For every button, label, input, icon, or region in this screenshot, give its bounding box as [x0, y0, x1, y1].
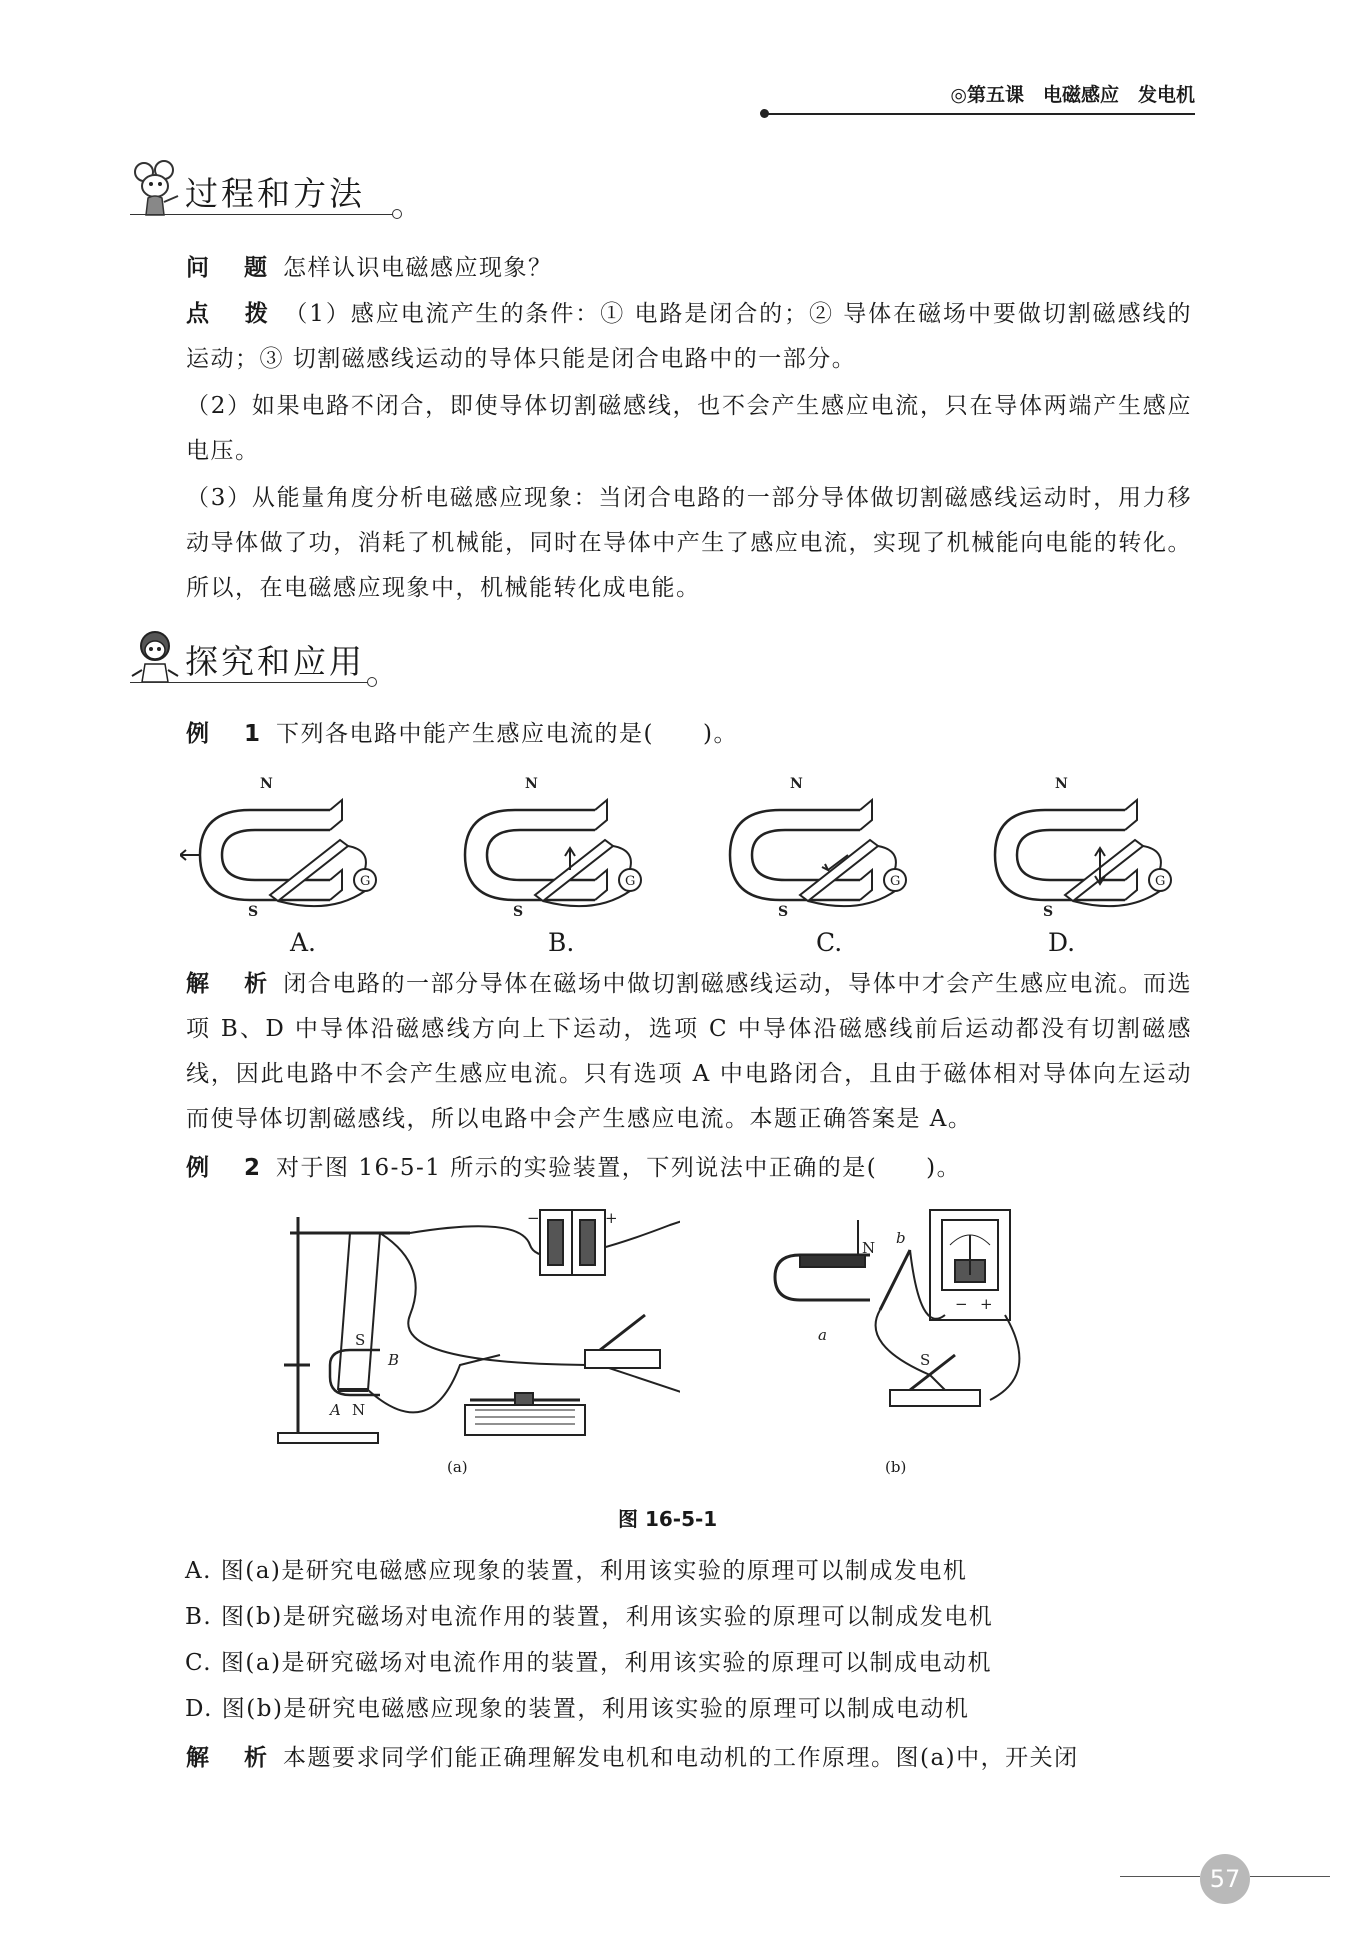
mouse-mascot-icon: [130, 160, 186, 222]
example2-text: 对于图 16-5-1 所示的实验装置，下列说法中正确的是( )。: [276, 1155, 962, 1181]
section-heading-explore: [130, 628, 380, 698]
pole-label-n: N: [525, 776, 538, 792]
option-label-b: B.: [548, 928, 575, 957]
section-underline-end: [392, 209, 402, 219]
section-heading-process: [130, 160, 410, 230]
tip-label: 点 拨: [186, 301, 275, 327]
analysis2-text: 本题要求同学们能正确理解发电机和电动机的工作原理。图(a)中，开关闭: [283, 1745, 1079, 1771]
figure-a-label-minus: −: [527, 1209, 540, 1227]
figure-a-label-plus: +: [605, 1209, 618, 1227]
example1-paragraph: [130, 712, 1192, 757]
pole-label-s: S: [513, 904, 524, 920]
page-number-rule-right: [1250, 1876, 1330, 1877]
pole-label-n: N: [790, 776, 803, 792]
galvanometer-label: G: [625, 874, 636, 889]
pole-label-n: N: [260, 776, 273, 792]
section-title: 探究和应用: [185, 642, 365, 681]
page-number: 57: [1200, 1854, 1250, 1904]
figure-a-label-s: S: [355, 1331, 366, 1349]
figure-b-label-n: N: [862, 1239, 876, 1257]
tip-paragraph-2: （2）如果电路不闭合，即使导体切割磁感线，也不会产生感应电流，只在导体两端产生感应电压。: [186, 393, 1192, 464]
option-label-a: A.: [290, 928, 317, 957]
tip-paragraph-3: （3）从能量角度分析电磁感应现象：当闭合电路的一部分导体做切割磁感线运动时，用力移动导体做了功，消耗了机械能，同时在导体中产生了感应电流，实现了机械能向电能的转化。所以，在电磁感应现象中，机械能转化成电能。: [186, 485, 1192, 601]
kid-mascot-icon: [130, 628, 186, 690]
figure-sub-caption-a: (a): [447, 1458, 468, 1476]
pole-label-s: S: [248, 904, 259, 920]
example2-paragraph: [130, 1146, 1192, 1191]
figure-b-apparatus: [770, 1205, 1040, 1455]
choice-a: A. 图(a)是研究电磁感应现象的装置，利用该实验的原理可以制成发电机: [185, 1558, 968, 1584]
magnet-diagram-a: [180, 770, 400, 920]
magnet-diagram-c: [710, 770, 930, 920]
tip-text-1: （1）感应电流产生的条件：① 电路是闭合的；② 导体在磁场中要做切割磁感线的运动；③ 切割磁感线运动的导体只能是闭合电路中的一部分。: [186, 301, 1193, 372]
analysis1-label: 解 析: [186, 971, 274, 997]
figure-a-label-a: A: [330, 1401, 341, 1419]
magnet-diagram-b: [445, 770, 665, 920]
pole-label-s: S: [778, 904, 789, 920]
header-rule: [765, 113, 1195, 115]
figure-b-label-s: S: [920, 1351, 931, 1369]
choice-d: D. 图(b)是研究电磁感应现象的装置，利用该实验的原理可以制成电动机: [185, 1696, 970, 1722]
galvanometer-label: G: [360, 874, 371, 889]
figure-b-label-minus: −: [955, 1295, 968, 1313]
figure-a-label-b: B: [388, 1351, 400, 1369]
figure-a-label-n: N: [352, 1401, 366, 1419]
analysis1-paragraph: [130, 962, 1192, 1142]
example2-label: 例 2: [186, 1155, 267, 1181]
question-paragraph: [130, 246, 1192, 291]
analysis1-text: 闭合电路的一部分导体在磁场中做切割磁感线运动，导体中才会产生感应电流。而选项 B、D 中导体沿磁感线方向上下运动，选项 C 中导体沿磁感线前后运动都没有切割磁感线，因此电路中不会产生感应电流。只有选项 A 中电路闭合，且由于磁体相对导体向左运动而使导体切割磁感线，所以电路中会产生感应电流。本题正确答案是 A。: [186, 971, 1193, 1132]
question-label: 问 题: [186, 255, 273, 281]
option-label-c: C.: [816, 928, 843, 957]
section-underline-end: [367, 677, 377, 687]
pole-label-s: S: [1043, 904, 1054, 920]
figure-b-label-a: a: [818, 1326, 827, 1344]
figure-b-label-b: b: [896, 1229, 906, 1247]
galvanometer-label: G: [890, 874, 901, 889]
magnet-diagram-d: [975, 770, 1195, 920]
section-title: 过程和方法: [185, 174, 365, 213]
section-underline: [130, 214, 395, 215]
example1-label: 例 1: [186, 721, 267, 747]
running-header: ◎第五课 电磁感应 发电机: [950, 84, 1195, 106]
figure-a-apparatus: [270, 1205, 680, 1465]
example1-text: 下列各电路中能产生感应电流的是( )。: [276, 721, 738, 747]
figure-sub-caption-b: (b): [885, 1458, 907, 1476]
stand-base: [278, 1433, 378, 1443]
choice-c: C. 图(a)是研究磁场对电流作用的装置，利用该实验的原理可以制成电动机: [185, 1650, 993, 1676]
pole-label-n: N: [1055, 776, 1068, 792]
choice-b: B. 图(b)是研究磁场对电流作用的装置，利用该实验的原理可以制成发电机: [185, 1604, 994, 1630]
page-number-rule-left: [1120, 1876, 1200, 1877]
figure-b-label-plus: +: [980, 1295, 993, 1313]
question-text: 怎样认识电磁感应现象？: [283, 255, 553, 281]
figure-caption: 图 16-5-1: [618, 1507, 718, 1531]
analysis2-paragraph: [130, 1736, 1192, 1781]
galvanometer-label: G: [1155, 874, 1166, 889]
analysis2-label: 解 析: [186, 1745, 273, 1771]
tip-paragraph-1: [130, 292, 1192, 382]
section-underline: [130, 682, 370, 683]
option-label-d: D.: [1048, 928, 1076, 957]
